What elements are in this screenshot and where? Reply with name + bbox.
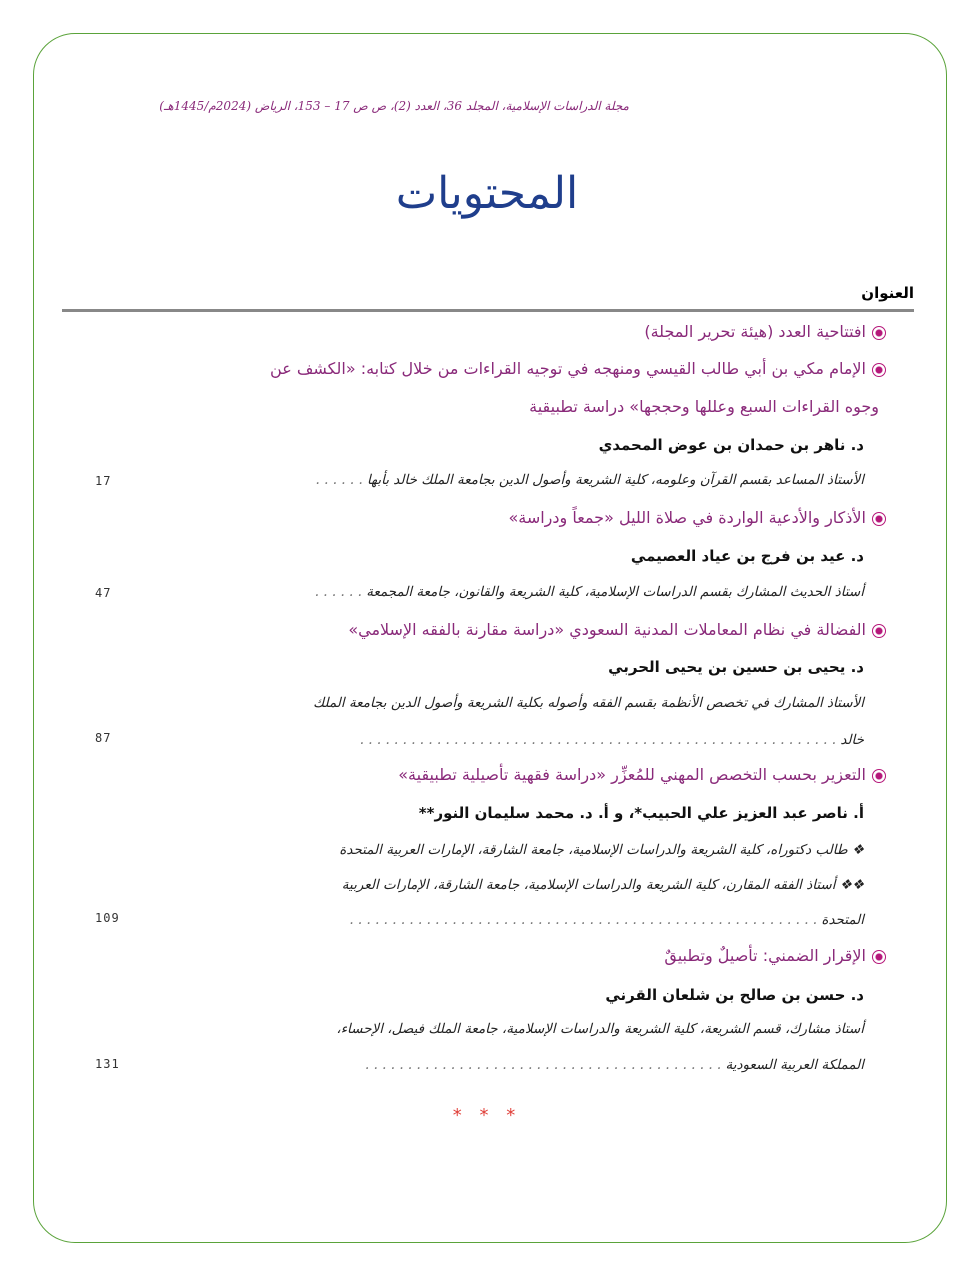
entry-affiliation-continued: خالد . . . . . . . . . . . . . . . . . . . . . . . . . . . . . . . . . . . . . . . . . . . . . . . . . . . . . . . . [359,732,864,748]
entry-title: افتتاحية العدد (هيئة تحرير المجلة) [644,322,866,341]
entry-title: الإقرار الضمني: تأصيلٌ وتطبيقٌ [664,946,866,965]
entry-author: أ. ناصر عبد العزيز علي الحبيب*، و أ. د. محمد سليمان النور** [418,804,864,822]
page-number[interactable]: 87 [95,731,112,745]
entry-affiliation: ❖ طالب دكتوراه، كلية الشريعة والدراسات الإسلامية، جامعة الشارقة، الإمارات العربية المتحدة [339,842,864,858]
flower-bullet-icon [872,363,886,377]
entry-title-continued: وجوه القراءات السبع وعللها وحججها» دراسة تطبيقية [529,397,879,416]
toc-entry-3[interactable] [348,620,886,639]
entry-affiliation: الأستاذ المساعد بقسم القرآن وعلومه، كلية الشريعة وأصول الدين بجامعة الملك خالد بأبها . . . . . . [315,472,864,488]
toc-entry-4[interactable] [398,765,886,784]
flower-bullet-icon [872,512,886,526]
section-end-stars: * * * [452,1105,522,1126]
toc-entry-2[interactable] [508,508,886,527]
entry-author: د. عيد بن فرج بن عياد العصيمي [630,547,864,565]
flower-bullet-icon [872,769,886,783]
page-number[interactable]: 131 [95,1057,120,1071]
toc-entry-editorial[interactable] [644,322,886,341]
entry-title: الأذكار والأدعية الواردة في صلاة الليل «جمعاً ودراسة» [508,508,866,527]
entry-title: التعزير بحسب التخصص المهني للمُعزِّر «دراسة فقهية تأصيلية تطبيقية» [398,765,866,784]
page-number[interactable]: 109 [95,911,120,925]
toc-entry-5[interactable] [664,946,886,965]
flower-bullet-icon [872,326,886,340]
journal-citation: مجلة الدراسات الإسلامية، المجلد 36، العدد (2)، ص ص 17 – 153، الرياض (2024م/1445هـ) [159,99,629,113]
entry-affiliation: أستاذ الحديث المشارك بقسم الدراسات الإسلامية، كلية الشريعة والقانون، جامعة المجمعة . . . . . . [314,584,864,600]
flower-bullet-icon [872,624,886,638]
entry-author: د. يحيى بن حسين بن يحيى الحربي [608,658,864,676]
page-number[interactable]: 47 [95,586,112,600]
entry-affiliation: ❖❖ أستاذ الفقه المقارن، كلية الشريعة والدراسات الإسلامية، جامعة الشارقة، الإمارات العربية [341,877,864,893]
entry-author: د. ناهر بن حمدان بن عوض المحمدي [598,436,864,454]
header-rule [62,309,914,312]
entry-title: الفضالة في نظام المعاملات المدنية السعودي «دراسة مقارنة بالفقه الإسلامي» [348,620,866,639]
entry-author: د. حسن بن صالح بن شلعان القرني [605,986,864,1004]
page-title: المحتويات [395,168,579,219]
page-number[interactable]: 17 [95,474,112,488]
entry-affiliation-continued: المملكة العربية السعودية . . . . . . . . . . . . . . . . . . . . . . . . . . . . . . . . . . . . . . . . . . [365,1057,864,1073]
column-title: العنوان [861,284,914,302]
entry-title: الإمام مكي بن أبي طالب القيسي ومنهجه في توجيه القراءات من خلال كتابه: «الكشف عن [270,359,866,378]
entry-affiliation: أستاذ مشارك، قسم الشريعة، كلية الشريعة والدراسات الإسلامية، جامعة الملك فيصل، الإحساء، [336,1021,864,1037]
entry-affiliation: الأستاذ المشارك في تخصص الأنظمة بقسم الفقه وأصوله بكلية الشريعة وأصول الدين بجامعة الملك [313,695,864,711]
toc-entry-1[interactable] [270,359,886,378]
flower-bullet-icon [872,950,886,964]
entry-affiliation-continued: المتحدة . . . . . . . . . . . . . . . . . . . . . . . . . . . . . . . . . . . . . . . . . . . . . . . . . . . . . . . [349,912,864,928]
